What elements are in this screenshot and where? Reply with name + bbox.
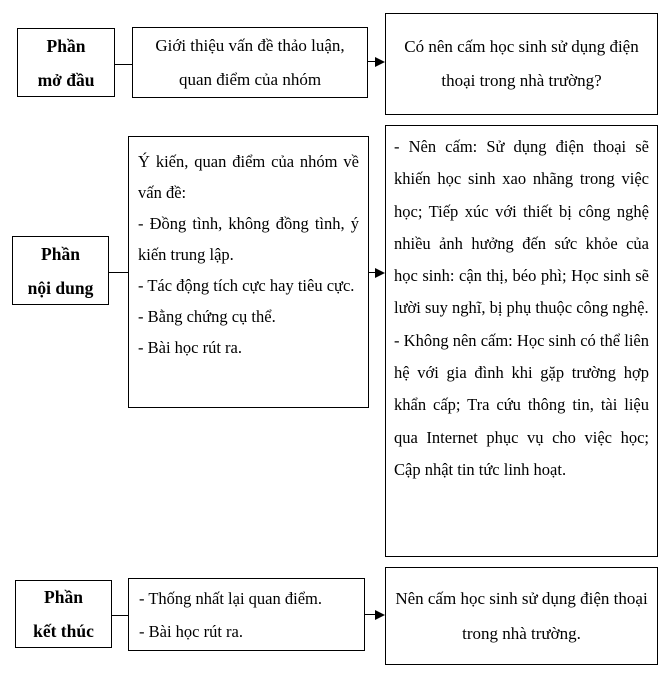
arrow-head-icon [375, 268, 385, 278]
section-example-box-mo-dau [385, 13, 658, 115]
example-text: - Không nên cấm: Học sinh có thể liên hệ với gia đình khi gặp trường hợp khẩn cấp; Tra cứu thông tin, tài liệu qua Internet phục vụ cho việc học; Cập nhật tin tức linh hoạt. [394, 330, 649, 479]
example-text: Có nên cấm học sinh sử dụng điện thoại trong nhà trường? [404, 37, 639, 90]
description-text: - Bằng chứng cụ thể. [138, 307, 276, 326]
section-label-line: kết thúc [33, 621, 94, 641]
section-example-box-noi-dung [385, 125, 658, 557]
description-text: - Thống nhất lại quan điểm. [139, 588, 322, 608]
description-text: - Bài học rút ra. [139, 621, 244, 641]
description-text: - Tác động tích cực hay tiêu cực. [138, 276, 355, 295]
section-description-box-ket-thuc [128, 578, 365, 651]
section-label-box-mo-dau [17, 28, 115, 97]
description-text: Giới thiệu vấn đề thảo luận, quan điểm của nhóm [155, 35, 345, 89]
connector-line [111, 615, 128, 616]
description-text: - Bài học rút ra. [138, 338, 243, 357]
section-label-line: nội dung [27, 277, 94, 298]
arrow-head-icon [375, 610, 385, 620]
section-example-box-ket-thuc [385, 567, 658, 665]
section-description-box-noi-dung [128, 136, 369, 408]
section-label-line: Phần [46, 35, 86, 56]
section-label-line: Phần [44, 587, 83, 607]
arrow-head-icon [375, 57, 385, 67]
description-text: Ý kiến, quan điểm của nhóm về vấn đề: [138, 152, 359, 202]
description-text: - Đồng tình, không đồng tình, ý kiến trung lập. [138, 214, 359, 264]
connector-line [108, 272, 128, 273]
section-label-line: Phần [41, 243, 80, 264]
connector-line [114, 64, 132, 65]
section-description-box-mo-dau [132, 27, 368, 98]
section-label-box-noi-dung [12, 236, 109, 305]
section-label-line: mở đầu [37, 69, 95, 90]
section-label-box-ket-thuc [15, 580, 112, 648]
example-text: - Nên cấm: Sử dụng điện thoại sẽ khiến học sinh xao nhãng trong việc học; Tiếp xúc với thiết bị công nghệ nhiều ảnh hưởng đến sức khỏe của học sinh: cận thị, béo phì; Học sinh sẽ lười suy nghĩ, bị phụ thuộc công nghệ. [394, 137, 649, 318]
example-text: Nên cấm học sinh sử dụng điện thoại trong nhà trường. [395, 589, 648, 643]
